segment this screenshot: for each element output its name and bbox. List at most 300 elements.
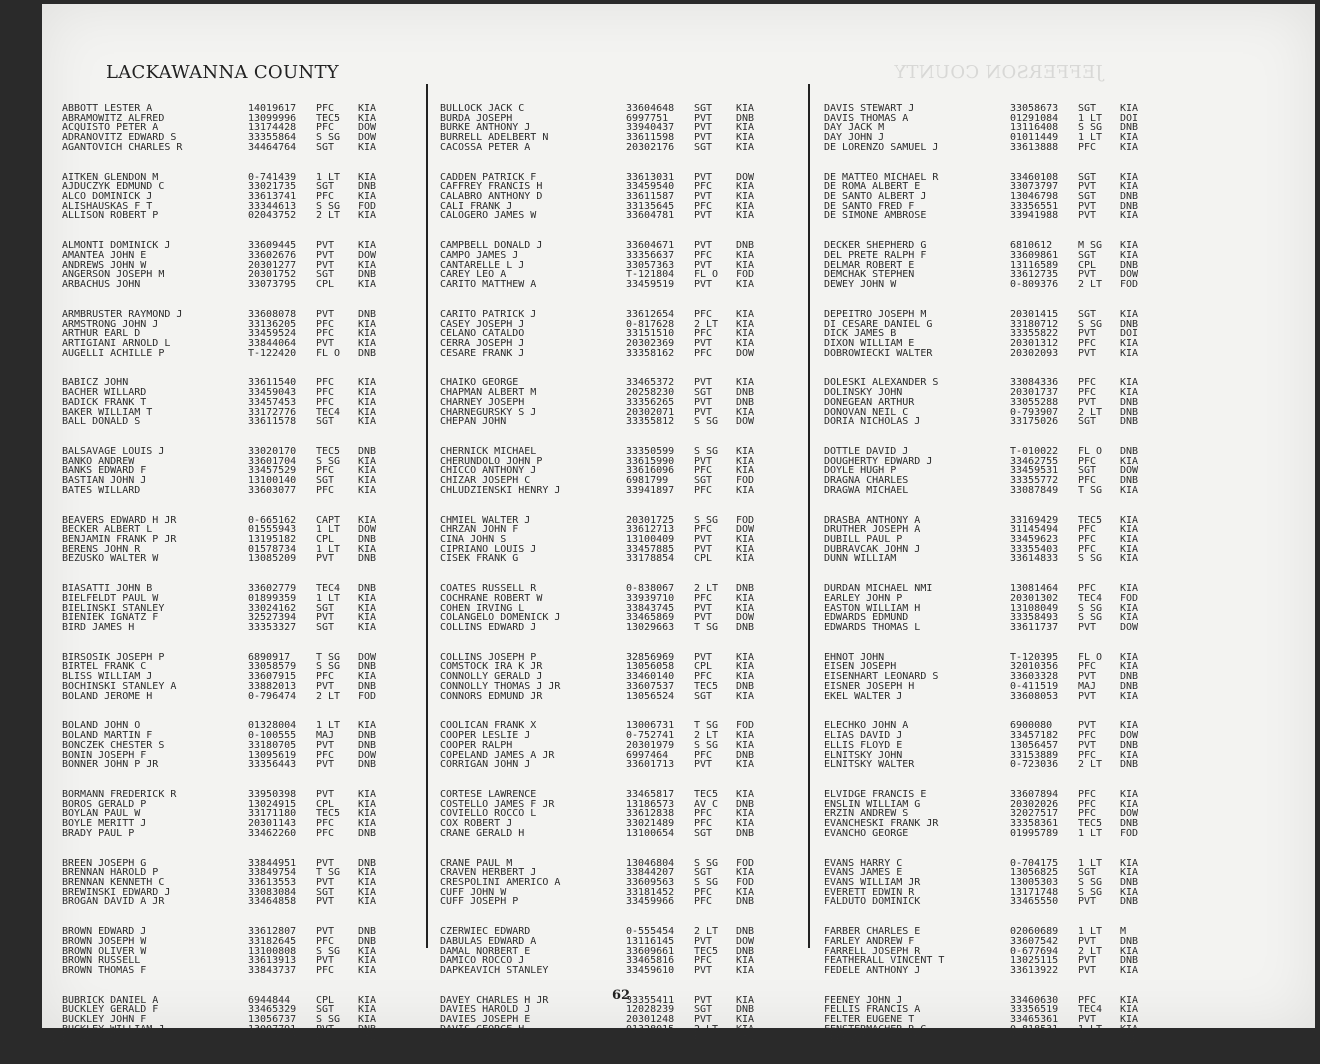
- status-code: KIA: [1120, 613, 1139, 624]
- status-code: DNB: [358, 348, 377, 359]
- serial-number: 33459966: [626, 897, 675, 908]
- casualty-name: AITKEN GLENDON M: [62, 172, 159, 183]
- casualty-row: [62, 280, 392, 290]
- serial-number: 0-704175: [1010, 858, 1059, 869]
- status-code: DNB: [1120, 417, 1139, 427]
- casualty-name: FALDUTO DOMINICK: [824, 897, 921, 908]
- serial-number: 32010356: [1010, 662, 1059, 673]
- serial-number: 0-752741: [626, 731, 675, 741]
- rank: CPL: [316, 535, 335, 545]
- casualty-row: [62, 800, 392, 810]
- casualty-name: DE SANTO ALBERT J: [824, 192, 927, 202]
- serial-number: 6997464: [626, 750, 669, 761]
- casualty-name: EVANS HARRY C: [824, 858, 903, 869]
- status-code: DNB: [1120, 476, 1139, 486]
- serial-number: 0-723036: [1010, 760, 1059, 770]
- casualty-row: [824, 809, 1154, 819]
- casualty-name: DOTTLE DAVID J: [824, 446, 909, 457]
- casualty-row: [824, 692, 1154, 702]
- casualty-row: [440, 1015, 770, 1025]
- status-code: KIA: [736, 338, 755, 349]
- casualty-name: BORMANN FREDERICK R: [62, 789, 177, 800]
- casualty-row: [824, 653, 1154, 663]
- serial-number: 33611540: [248, 378, 297, 389]
- rank: PFC: [694, 750, 713, 761]
- casualty-row: [824, 339, 1154, 349]
- casualty-row: [824, 1005, 1154, 1015]
- casualty-row: [62, 535, 392, 545]
- rank: PVT: [694, 1015, 713, 1025]
- page-title: LACKAWANNA COUNTY: [106, 62, 339, 83]
- status-code: KIA: [736, 319, 755, 330]
- serial-number: 33180705: [248, 740, 297, 751]
- casualty-name: CHARNEGURSKY S J: [440, 407, 537, 418]
- casualty-name: DE SANTO FRED F: [824, 201, 915, 212]
- rank: 2 LT: [316, 691, 341, 702]
- rank: PFC: [694, 329, 713, 339]
- status-code: DNB: [1120, 319, 1139, 330]
- entry-group: [62, 516, 392, 565]
- rank: S SG: [1078, 123, 1103, 134]
- casualty-name: BONCZEK CHESTER S: [62, 740, 165, 751]
- casualty-name: ARMBRUSTER RAYMOND J: [62, 309, 183, 320]
- status-code: DNB: [358, 309, 377, 320]
- status-code: KIA: [736, 652, 755, 663]
- rank: PFC: [694, 1034, 713, 1045]
- status-code: DOW: [736, 936, 755, 947]
- casualty-row: [62, 947, 392, 957]
- casualty-name: FELTER EUGENE T: [824, 1015, 915, 1025]
- rank: SGT: [694, 142, 713, 153]
- entry-group: [824, 241, 1154, 290]
- serial-number: 33465550: [1010, 897, 1059, 908]
- casualty-name: DABULAS EDWARD A: [440, 936, 537, 947]
- rank: PVT: [316, 250, 335, 261]
- serial-number: 33462755: [1010, 456, 1059, 467]
- rank: PVT: [316, 260, 335, 271]
- serial-number: 33604781: [626, 211, 675, 222]
- rank: 2 LT: [1078, 946, 1103, 957]
- casualty-name: DONEGEAN ARTHUR: [824, 397, 915, 408]
- serial-number: 02060689: [1010, 927, 1059, 937]
- rank: TEC5: [694, 946, 719, 957]
- casualty-name: FEENEY JOHN J: [824, 995, 903, 1006]
- casualty-row: [440, 241, 770, 251]
- status-code: KIA: [1120, 241, 1139, 251]
- status-code: KIA: [358, 280, 377, 290]
- casualty-name: BIASATTI JOHN B: [62, 584, 153, 594]
- rank: PFC: [1078, 525, 1097, 535]
- status-code: DNB: [736, 799, 755, 810]
- serial-number: 01578734: [248, 544, 297, 555]
- rank: TEC5: [694, 789, 719, 800]
- casualty-name: BUCKLEY GERALD F: [62, 1005, 159, 1016]
- serial-number: 33939710: [626, 593, 675, 604]
- casualty-name: ACQUISTO PETER A: [62, 123, 159, 134]
- status-code: KIA: [358, 809, 377, 820]
- rank: S SG: [694, 515, 719, 526]
- casualty-row: [824, 927, 1154, 937]
- entry-group: [824, 173, 1154, 222]
- casualty-row: [824, 672, 1154, 682]
- serial-number: 33460630: [1010, 995, 1059, 1006]
- serial-number: 33084336: [1010, 378, 1059, 389]
- casualty-name: CANTARELLE L J: [440, 260, 525, 271]
- rank: S SG: [1078, 554, 1103, 565]
- casualty-name: BURDA JOSEPH: [440, 113, 513, 124]
- entry-group: [824, 104, 1154, 153]
- status-code: KIA: [358, 172, 377, 183]
- rank: PFC: [1078, 544, 1097, 555]
- casualty-row: [440, 888, 770, 898]
- serial-number: 33182645: [248, 936, 297, 947]
- casualty-name: EVANS WILLIAM JR: [824, 877, 921, 888]
- rank: PVT: [316, 789, 335, 800]
- casualty-row: [824, 182, 1154, 192]
- casualty-name: BIRD JAMES H: [62, 623, 135, 633]
- casualty-name: BOYLAN PAUL W: [62, 809, 141, 820]
- rank: S SG: [1078, 877, 1103, 888]
- casualty-name: DORIA NICHOLAS J: [824, 417, 921, 427]
- casualty-name: CISEK FRANK G: [440, 554, 519, 565]
- serial-number: 33021489: [626, 819, 675, 829]
- serial-number: 33607537: [626, 681, 675, 692]
- casualty-name: BACHER WILLARD: [62, 388, 147, 398]
- serial-number: 13025115: [1010, 956, 1059, 966]
- casualty-name: COHEN IRVING L: [440, 603, 525, 614]
- serial-number: 33460108: [1010, 172, 1059, 183]
- rank: S SG: [694, 877, 719, 888]
- casualty-name: COATES RUSSELL R: [440, 584, 537, 594]
- status-code: KIA: [1120, 1015, 1139, 1025]
- status-code: DOW: [736, 525, 755, 535]
- serial-number: 20301725: [626, 515, 675, 526]
- casualty-row: [824, 398, 1154, 408]
- serial-number: 33613913: [248, 956, 297, 966]
- serial-number: 33356443: [248, 760, 297, 770]
- rank: PVT: [1078, 740, 1097, 751]
- casualty-name: BURRELL ADELBERT N: [440, 133, 549, 143]
- casualty-name: ALISHAUSKAS F T: [62, 201, 153, 212]
- casualty-name: ARTHUR EARL D: [62, 329, 141, 339]
- casualty-row: [824, 594, 1154, 604]
- status-code: DNB: [736, 388, 755, 398]
- serial-number: 13056058: [626, 662, 675, 673]
- rank: SGT: [316, 182, 335, 193]
- casualty-name: CELANO CATALDO: [440, 329, 525, 339]
- rank: MAJ: [1078, 681, 1097, 692]
- rank: 1 LT: [316, 593, 341, 604]
- casualty-name: ANGERSON JOSEPH M: [62, 270, 165, 281]
- casualty-name: DICK JAMES B: [824, 329, 897, 339]
- serial-number: 33609563: [626, 877, 675, 888]
- rank: PFC: [316, 192, 335, 202]
- entry-group: [440, 859, 770, 908]
- casualty-row: [62, 270, 392, 280]
- casualty-name: ELVIDGE FRANCIS E: [824, 789, 927, 800]
- status-code: DOW: [1120, 809, 1139, 820]
- rank: PVT: [316, 1024, 335, 1035]
- status-code: KIA: [358, 1005, 377, 1016]
- serial-number: 01899359: [248, 593, 297, 604]
- serial-number: 33465869: [626, 613, 675, 624]
- serial-number: 33464858: [248, 897, 297, 908]
- rank: PFC: [1078, 799, 1097, 810]
- casualty-name: DE MATTEO MICHAEL R: [824, 172, 939, 183]
- serial-number: 33153889: [1010, 750, 1059, 761]
- serial-number: 0-809376: [1010, 280, 1059, 290]
- register-column-3: [824, 104, 1154, 1064]
- casualty-name: CESARE FRANK J: [440, 348, 525, 359]
- status-code: DNB: [1120, 1034, 1139, 1045]
- casualty-row: [440, 329, 770, 339]
- rank: PVT: [694, 338, 713, 349]
- rank: PFC: [316, 378, 335, 389]
- casualty-name: DAVIES HAROLD J: [440, 1005, 531, 1016]
- entry-group: [824, 927, 1154, 976]
- casualty-row: [824, 408, 1154, 418]
- status-code: KIA: [736, 456, 755, 467]
- serial-number: 13081464: [1010, 584, 1059, 594]
- serial-number: 6810612: [1010, 241, 1053, 251]
- casualty-name: BREEN JOSEPH G: [62, 858, 147, 869]
- serial-number: 33024162: [248, 603, 297, 614]
- status-code: KIA: [736, 868, 755, 878]
- casualty-row: [824, 947, 1154, 957]
- casualty-name: DAVIS STEWART J: [824, 104, 915, 114]
- casualty-name: ELNITSKY WALTER: [824, 760, 915, 770]
- casualty-name: CARITO MATTHEW A: [440, 280, 537, 290]
- status-code: FOD: [358, 201, 377, 212]
- rank: 1 LT: [1078, 828, 1103, 839]
- rank: FL O: [1078, 652, 1103, 663]
- status-code: KIA: [736, 740, 755, 751]
- status-code: KIA: [736, 956, 755, 966]
- casualty-name: CZERWIEC EDWARD: [440, 927, 531, 937]
- casualty-row: [440, 721, 770, 731]
- serial-number: 33601713: [626, 760, 675, 770]
- casualty-name: DEMCHAK STEPHEN: [824, 270, 915, 281]
- rank: PVT: [694, 241, 713, 251]
- casualty-name: DE SIMONE AMBROSE: [824, 211, 927, 222]
- casualty-name: EHNOT JOHN: [824, 652, 885, 663]
- serial-number: 33465817: [626, 789, 675, 800]
- casualty-name: COLANGELO DOMENICK J: [440, 613, 561, 624]
- serial-number: 20301312: [1010, 338, 1059, 349]
- casualty-row: [62, 554, 392, 564]
- rank: CPL: [316, 280, 335, 290]
- rank: PFC: [316, 397, 335, 408]
- casualty-row: [824, 143, 1154, 153]
- casualty-name: CONNORS EDMUND JR: [440, 691, 543, 702]
- casualty-name: ENSLIN WILLIAM G: [824, 799, 921, 810]
- status-code: KIA: [736, 1034, 755, 1045]
- rank: CPL: [1078, 260, 1097, 271]
- status-code: DNB: [1120, 201, 1139, 212]
- casualty-row: [62, 143, 392, 153]
- casualty-name: DOBROWIECKI WALTER: [824, 348, 933, 359]
- serial-number: 31145494: [1010, 525, 1059, 535]
- rank: TEC5: [1078, 515, 1103, 526]
- rank: PVT: [694, 760, 713, 770]
- status-code: FOD: [736, 721, 755, 732]
- casualty-row: [62, 888, 392, 898]
- casualty-name: DAVIS HAROLD T: [440, 1034, 525, 1045]
- rank: SGT: [694, 868, 713, 878]
- status-code: DNB: [1120, 897, 1139, 908]
- rank: PVT: [1078, 211, 1097, 222]
- casualty-name: DURDAN MICHAEL NMI: [824, 584, 933, 594]
- status-code: KIA: [1120, 662, 1139, 673]
- casualty-row: [824, 349, 1154, 359]
- casualty-row: [62, 516, 392, 526]
- casualty-row: [824, 133, 1154, 143]
- casualty-name: CHLUDZIENSKI HENRY J: [440, 485, 561, 496]
- casualty-name: DOLINSKY JOHN: [824, 388, 903, 398]
- serial-number: 33459610: [626, 966, 675, 976]
- rank: SGT: [1078, 192, 1097, 202]
- casualty-row: [62, 388, 392, 398]
- status-code: KIA: [1120, 456, 1139, 467]
- rank: 1 LT: [1078, 858, 1103, 869]
- casualty-name: CHMIEL WALTER J: [440, 515, 531, 526]
- casualty-row: [440, 261, 770, 271]
- serial-number: 13100808: [248, 946, 297, 957]
- serial-number: 33358162: [626, 348, 675, 359]
- entry-group: [824, 859, 1154, 908]
- serial-number: 20301737: [1010, 388, 1059, 398]
- casualty-row: [824, 173, 1154, 183]
- entry-group: [824, 653, 1154, 702]
- casualty-name: ELECHKO JOHN A: [824, 721, 909, 732]
- status-code: KIA: [736, 662, 755, 673]
- casualty-name: BULLOCK JACK C: [440, 104, 525, 114]
- casualty-row: [440, 653, 770, 663]
- casualty-name: DRAGNA CHARLES: [824, 476, 909, 486]
- bleed-through-title: JEFFERSON COUNTY: [894, 62, 1103, 83]
- rank: PFC: [316, 828, 335, 839]
- status-code: KIA: [736, 887, 755, 898]
- entry-group: [824, 378, 1154, 427]
- status-code: DNB: [1120, 446, 1139, 457]
- rank: SGT: [1078, 466, 1097, 477]
- status-code: KIA: [358, 456, 377, 467]
- casualty-name: DONOVAN NEIL C: [824, 407, 909, 418]
- casualty-name: BONIN JOSEPH F: [62, 750, 147, 761]
- serial-number: 33465816: [626, 956, 675, 966]
- status-code: KIA: [358, 338, 377, 349]
- entry-group: [824, 447, 1154, 496]
- rank: PFC: [1078, 995, 1097, 1006]
- casualty-row: [824, 525, 1154, 535]
- serial-number: 01291084: [1010, 113, 1059, 124]
- casualty-name: DOYLE HUGH P: [824, 466, 897, 477]
- casualty-row: [62, 241, 392, 251]
- rank: SGT: [316, 887, 335, 898]
- casualty-row: [440, 662, 770, 672]
- casualty-row: [62, 104, 392, 114]
- status-code: KIA: [1120, 309, 1139, 320]
- rank: PFC: [694, 809, 713, 820]
- casualty-name: DAMICO ROCCO J: [440, 956, 525, 966]
- serial-number: 33612713: [626, 525, 675, 535]
- casualty-name: DEWEY JOHN W: [824, 280, 897, 290]
- rank: S SG: [1078, 603, 1103, 614]
- casualty-name: DRAGWA MICHAEL: [824, 485, 909, 496]
- serial-number: 0-677694: [1010, 946, 1059, 957]
- casualty-row: [440, 251, 770, 261]
- rank: CPL: [316, 799, 335, 810]
- serial-number: 32527394: [248, 613, 297, 624]
- casualty-row: [62, 760, 392, 770]
- serial-number: 13099996: [248, 113, 297, 124]
- serial-number: 33169429: [1010, 515, 1059, 526]
- casualty-row: [62, 1025, 392, 1035]
- rank: 2 LT: [694, 319, 719, 330]
- rank: PFC: [1078, 662, 1097, 673]
- casualty-name: BONNER JOHN P JR: [62, 760, 159, 770]
- serial-number: 34464764: [248, 142, 297, 153]
- status-code: DNB: [736, 750, 755, 761]
- rank: 2 LT: [694, 731, 719, 741]
- casualty-row: [62, 1005, 392, 1015]
- serial-number: 33465372: [626, 378, 675, 389]
- serial-number: 0-665162: [248, 515, 297, 526]
- rank: S SG: [316, 201, 341, 212]
- rank: PVT: [1078, 672, 1097, 682]
- status-code: KIA: [736, 535, 755, 545]
- casualty-name: CAMPBELL DONALD J: [440, 241, 543, 251]
- serial-number: 13108049: [1010, 603, 1059, 614]
- status-code: KIA: [358, 211, 377, 222]
- entry-group: [440, 447, 770, 496]
- status-code: DNB: [736, 241, 755, 251]
- status-code: KIA: [1120, 584, 1139, 594]
- rank: PFC: [694, 309, 713, 320]
- casualty-row: [824, 741, 1154, 751]
- register-page: [42, 4, 1315, 1045]
- serial-number: 02043752: [248, 211, 297, 222]
- casualty-row: [440, 202, 770, 212]
- rank: PVT: [694, 172, 713, 183]
- status-code: KIA: [1120, 1024, 1139, 1035]
- status-code: DNB: [1120, 397, 1139, 408]
- casualty-row: [62, 192, 392, 202]
- serial-number: 33355812: [626, 417, 675, 427]
- rank: PFC: [1078, 456, 1097, 467]
- casualty-row: [62, 320, 392, 330]
- rank: FL O: [694, 270, 719, 281]
- serial-number: 13005303: [1010, 877, 1059, 888]
- status-code: FOD: [736, 515, 755, 526]
- casualty-row: [824, 878, 1154, 888]
- casualty-name: BREWINSKI EDWARD J: [62, 887, 171, 898]
- casualty-row: [62, 996, 392, 1006]
- status-code: KIA: [358, 466, 377, 477]
- status-code: DNB: [1120, 956, 1139, 966]
- casualty-name: CHARNEY JOSEPH: [440, 397, 525, 408]
- casualty-row: [62, 545, 392, 555]
- casualty-row: [62, 457, 392, 467]
- casualty-row: [62, 261, 392, 271]
- serial-number: 20258230: [626, 388, 675, 398]
- status-code: KIA: [358, 995, 377, 1006]
- casualty-name: BRENNAN HAROLD P: [62, 868, 159, 878]
- rank: TEC4: [1078, 1005, 1103, 1016]
- casualty-row: [62, 417, 392, 427]
- entry-group: [824, 584, 1154, 633]
- serial-number: 20302071: [626, 407, 675, 418]
